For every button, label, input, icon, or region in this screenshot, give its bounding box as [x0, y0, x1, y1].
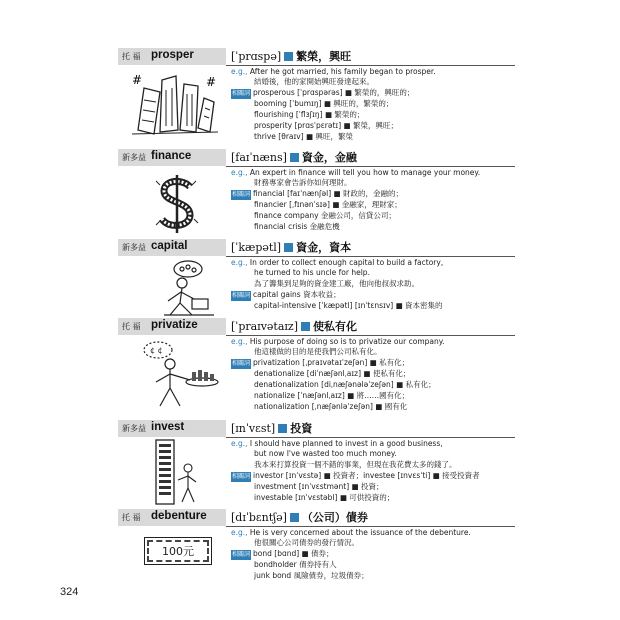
- entry-header: [118, 149, 226, 166]
- related-line: financier [ˌfɪnənˈsɪə] ■ 金融家，理財家；: [254, 200, 402, 209]
- example-text: He is very concerned about the issuance of the debenture.: [249, 528, 471, 537]
- example-line: [231, 337, 445, 347]
- stick-figure-money-icon: [134, 259, 218, 317]
- related-line: capital-intensive [ˈkæpətl] [ɪnˈtɛnsɪv] ■ 資本密集的: [254, 301, 443, 310]
- stick-figure-tray-icon: [140, 340, 220, 410]
- svg-text:#: #: [206, 75, 217, 89]
- eg-label: e.g.,: [231, 439, 248, 448]
- related-line: [231, 549, 334, 560]
- translation-line: 我本來打算投資一個不錯的事業，但現在我花費太多的錢了。: [254, 460, 457, 469]
- related-label: 相關詞: [232, 90, 251, 97]
- divider: [226, 65, 515, 66]
- translation-line: 財務專家會告訴你如何理財。: [254, 178, 352, 187]
- example-line: [231, 67, 436, 77]
- example-line: [231, 528, 471, 538]
- pos-marker-icon: [301, 322, 310, 331]
- example-line: he turned to his uncle for help.: [254, 268, 370, 277]
- translation-line: 他很關心公司債券的發行情況。: [254, 538, 359, 547]
- example-line: [231, 168, 480, 178]
- entry-header: [118, 318, 226, 335]
- translation-line: 結婚後，他的家開始興旺發達起來。: [254, 77, 374, 86]
- exam-tag: 新多益: [122, 243, 146, 252]
- pos-marker-icon: [290, 513, 299, 522]
- example-text: In order to collect enough capital to build a factory,: [249, 258, 444, 267]
- related-line: nationalize [ˈnæʃənlˌaɪz] ■ 將……國有化；: [254, 391, 410, 400]
- divider: [226, 256, 515, 257]
- buildings-icon: [130, 70, 220, 138]
- related-line: junk bond 風險債券，垃圾債券；: [254, 571, 369, 580]
- related-text: financial [faɪˈnænʃəl] ■ 財政的，金融的；: [253, 189, 403, 198]
- exam-tag: 新多益: [122, 424, 146, 433]
- headword: privatize: [151, 319, 198, 331]
- bond-note-icon: [144, 537, 212, 565]
- pos-marker-icon: [278, 424, 287, 433]
- eg-label: e.g.,: [231, 67, 248, 76]
- headword: invest: [151, 421, 185, 433]
- related-text: privatization [ˌpraɪvətaɪˈzeʃən] ■ 私有化；: [253, 358, 410, 367]
- pos-marker-icon: [290, 153, 299, 162]
- related-line: [231, 358, 409, 369]
- phonetic-line: [231, 509, 368, 525]
- related-line: investable [ɪnˈvɛstəbl] ■ 可供投資的；: [254, 493, 395, 502]
- tower-building-icon: [152, 438, 202, 508]
- svg-text:#: #: [132, 73, 143, 87]
- eg-label: e.g.,: [231, 337, 248, 346]
- phonetic: [ˈpraɪvətaɪz]: [231, 320, 298, 333]
- example-line: but now I've wasted too much money.: [254, 449, 397, 458]
- translation-line: 為了籌集到足夠的資金建工廠，他向他叔叔求助。: [254, 279, 419, 288]
- phonetic: [dɪˈbɛntʃə]: [231, 511, 287, 524]
- meaning: 繁榮，興旺: [296, 50, 352, 63]
- example-line: [231, 439, 443, 449]
- entry-header: [118, 420, 226, 437]
- example-text: After he got married, his family began to prosper.: [249, 67, 436, 76]
- divider: [226, 526, 515, 527]
- phonetic: [ˈkæpətl]: [231, 241, 282, 254]
- related-line: booming [ˈbumɪŋ] ■ 興旺的，繁榮的；: [254, 99, 394, 108]
- meaning: 資金，金融: [301, 151, 357, 164]
- phonetic: [faɪˈnæns]: [231, 151, 287, 164]
- related-line: finance company 金融公司，信貸公司；: [254, 211, 396, 220]
- related-line: investment [ɪnˈvɛstmənt] ■ 投資；: [254, 482, 384, 491]
- related-text: investor [ɪnˈvɛstə] ■ 投資者；investee [ɪnvɛsˈti] ■ 接受投資者: [253, 471, 480, 480]
- eg-label: e.g.,: [231, 528, 248, 537]
- phonetic-line: [231, 420, 312, 436]
- phonetic-line: [231, 318, 357, 334]
- headword: prosper: [151, 49, 194, 61]
- phonetic: [ˈprɑspə]: [231, 50, 282, 63]
- exam-tag: 新多益: [122, 153, 146, 162]
- related-line: financial crisis 金融危機: [254, 222, 340, 231]
- example-text: An expert in finance will tell you how to manage your money.: [249, 168, 481, 177]
- entry-header: [118, 239, 226, 256]
- exam-tag: 托 福: [122, 52, 141, 61]
- related-label: 相關詞: [232, 360, 251, 367]
- related-line: thrive [θraɪv] ■ 興旺，繁榮: [254, 132, 353, 141]
- exam-tag: 托 福: [122, 322, 141, 331]
- pos-marker-icon: [284, 243, 293, 252]
- translation-line: 他這樣做的目的是使我們公司私有化。: [254, 347, 382, 356]
- related-text: prosperous [ˈprɑspərəs] ■ 繁榮的，興旺的；: [253, 88, 415, 97]
- headword: capital: [151, 240, 188, 252]
- svg-text:¢ ¢: ¢ ¢: [150, 346, 163, 355]
- related-line: flourishing [ˈflɜʃɪŋ] ■ 繁榮的；: [254, 110, 365, 119]
- example-text: I should have planned to invest in a good business,: [249, 439, 443, 448]
- headword: finance: [151, 150, 192, 162]
- phonetic-line: [231, 239, 351, 255]
- related-text: bond [bɑnd] ■ 債券；: [253, 549, 334, 558]
- related-line: prosperity [prɑsˈpɛrətɪ] ■ 繁榮，興旺；: [254, 121, 399, 130]
- phonetic-line: [231, 48, 351, 64]
- example-text: His purpose of doing so is to privatize our company.: [249, 337, 445, 346]
- eg-label: e.g.,: [231, 168, 248, 177]
- page-number: 324: [60, 586, 79, 598]
- divider: [226, 437, 515, 438]
- related-line: [231, 290, 341, 301]
- related-label: 相關詞: [232, 292, 251, 299]
- related-line: [231, 88, 414, 99]
- exam-tag: 托 福: [122, 513, 141, 522]
- dollar-sign-icon: [152, 173, 202, 235]
- meaning: 使私有化: [313, 320, 357, 333]
- related-line: bondholder 債券持有人: [254, 560, 337, 569]
- bond-note-label: 100元: [147, 540, 209, 562]
- meaning: 資金，資本: [296, 241, 352, 254]
- related-line: [231, 189, 403, 200]
- phonetic: [ɪnˈvɛst]: [231, 422, 276, 435]
- entry-header: [118, 509, 226, 526]
- entry-header: [118, 48, 226, 65]
- related-line: [231, 471, 480, 482]
- divider: [226, 166, 515, 167]
- meaning: （公司）債券: [301, 511, 368, 524]
- eg-label: e.g.,: [231, 258, 248, 267]
- meaning: 投資: [290, 422, 313, 435]
- related-label: 相關詞: [232, 473, 251, 480]
- headword: debenture: [151, 510, 207, 522]
- related-label: 相關詞: [232, 551, 251, 558]
- pos-marker-icon: [284, 52, 293, 61]
- divider: [226, 335, 515, 336]
- related-text: capital gains 資本收益；: [253, 290, 341, 299]
- related-line: denationalize [diˈnæʃənlˌaɪz] ■ 使私有化；: [254, 369, 411, 378]
- related-line: nationalization [ˌnæʃənləˈzeʃən] ■ 國有化: [254, 402, 408, 411]
- phonetic-line: [231, 149, 357, 165]
- related-label: 相關詞: [232, 191, 251, 198]
- related-line: denationalization [diˌnæʃənələˈzeʃən] ■ 私有化；: [254, 380, 436, 389]
- example-line: [231, 258, 443, 268]
